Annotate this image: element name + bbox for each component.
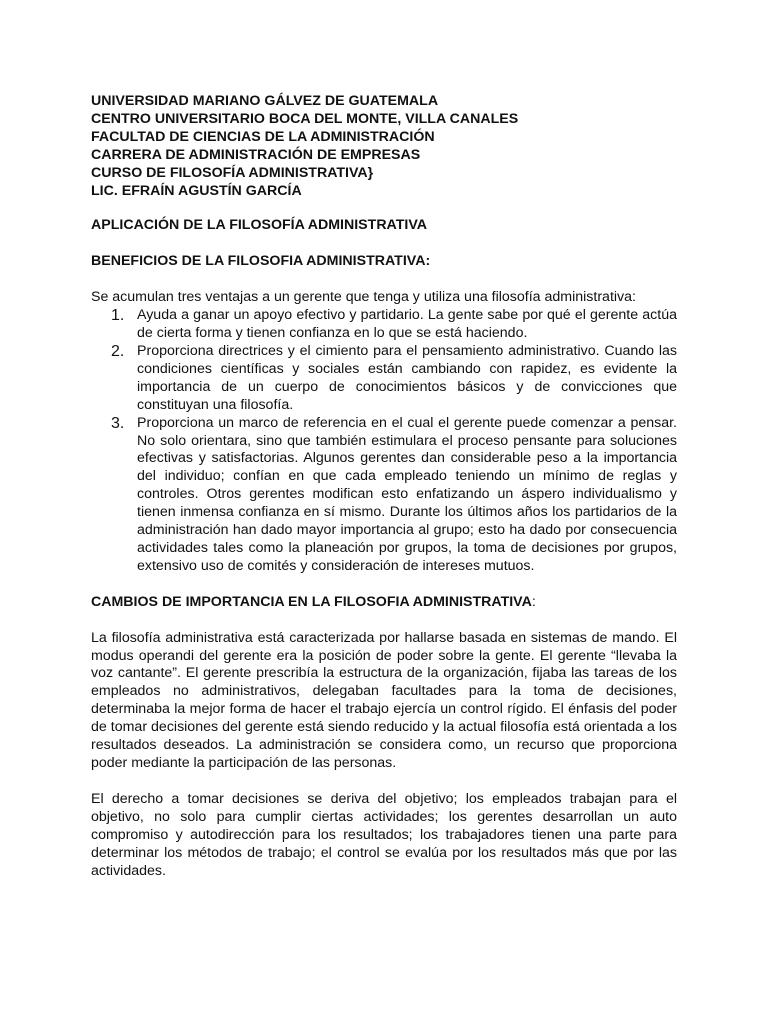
- list-item-number: 2.: [111, 342, 125, 360]
- list-item-text: Ayuda a ganar un apoyo efectivo y partidario. La gente sabe por qué el gerente actúa de cierta forma y tienen confianza en lo que se está haciendo.: [137, 307, 677, 342]
- header-campus: CENTRO UNIVERSITARIO BOCA DEL MONTE, VILLA CANALES: [91, 110, 519, 127]
- benefits-heading: BENEFICIOS DE LA FILOSOFIA ADMINISTRATIVA:: [91, 253, 431, 270]
- document-title: APLICACIÓN DE LA FILOSOFÍA ADMINISTRATIVA: [91, 217, 428, 234]
- list-item-number: 1.: [111, 307, 125, 325]
- changes-heading-text: CAMBIOS DE IMPORTANCIA EN LA FILOSOFIA ADMINISTRATIVA: [91, 593, 532, 610]
- header-career: CARRERA DE ADMINISTRACIÓN DE EMPRESAS: [91, 146, 421, 163]
- header-university: UNIVERSIDAD MARIANO GÁLVEZ DE GUATEMALA: [91, 93, 439, 109]
- header-course: CURSO DE FILOSOFÍA ADMINISTRATIVA}: [91, 164, 374, 181]
- paragraph-command-systems: La filosofía administrativa está caracterizada por hallarse basada en sistemas de mando. El modus operandi del gerente era la posición de poder sobre la gente. El gerente “llevaba la voz cantante”. El gerente prescribía la estructura de la organización, fijaba las tareas de los empleados no administrativos, delegaban facultades para la toma de decisiones, determinaba la mejor forma de hacer el trabajo ejercía un control rígido. El énfasis del poder de tomar decisiones del gerente está siendo reducido y la actual filosofía está orientada a los resultados deseados. La administración se considera como, un recurso que proporciona poder mediante la participación de las personas.: [91, 629, 677, 771]
- header-professor: LIC. EFRAÍN AGUSTÍN GARCÍA: [91, 182, 302, 199]
- list-item: [91, 307, 677, 343]
- list-item: [91, 343, 677, 415]
- list-item-text: Proporciona un marco de referencia en el cual el gerente puede comenzar a pensar. No solo orientara, sino que también estimulara el proceso pensante para soluciones efectivas y satisfactorias. Algunos gerentes dan considerable peso a la importancia del individuo; confían en que cada empleado teniendo un mínimo de reglas y controles. Otros gerentes modifican esto enfatizando un áspero individualismo y tienen inmensa confianza en sí mismo. Durante los últimos años los partidarios de la administración han dado mayor importancia al grupo; esto ha dado por consecuencia actividades tales como la planeación por grupos, la toma de decisiones por grupos, extensivo uso de comités y consideración de intereses mutuos.: [137, 414, 677, 574]
- header-faculty: FACULTAD DE CIENCIAS DE LA ADMINISTRACIÓN: [91, 128, 435, 145]
- benefits-intro: Se acumulan tres ventajas a un gerente que tenga y utiliza una filosofía administrativa:: [91, 289, 636, 306]
- list-item: [91, 415, 677, 576]
- paragraph-decision-rights: El derecho a tomar decisiones se deriva del objetivo; los empleados trabajan para el objetivo, no solo para cumplir ciertas actividades; los gerentes desarrollan un auto compromiso y autodirección para los resultados; los trabajadores tienen una parte para determinar los métodos de trabajo; el control se evalúa por los resultados más que por las actividades.: [91, 790, 677, 879]
- benefits-list: [91, 307, 677, 576]
- list-item-text: Proporciona directrices y el cimiento para el pensamiento administrativo. Cuando las condiciones científicas y sociales están cambiando con rapidez, es evidente la importancia de un cuerpo de conocimientos básicos y de convicciones que constituyan una filosofía.: [137, 342, 677, 413]
- document-page: [91, 93, 677, 880]
- changes-heading-colon: :: [531, 593, 536, 610]
- changes-heading: [91, 594, 677, 612]
- list-item-number: 3.: [111, 414, 125, 432]
- institution-header: [91, 93, 677, 200]
